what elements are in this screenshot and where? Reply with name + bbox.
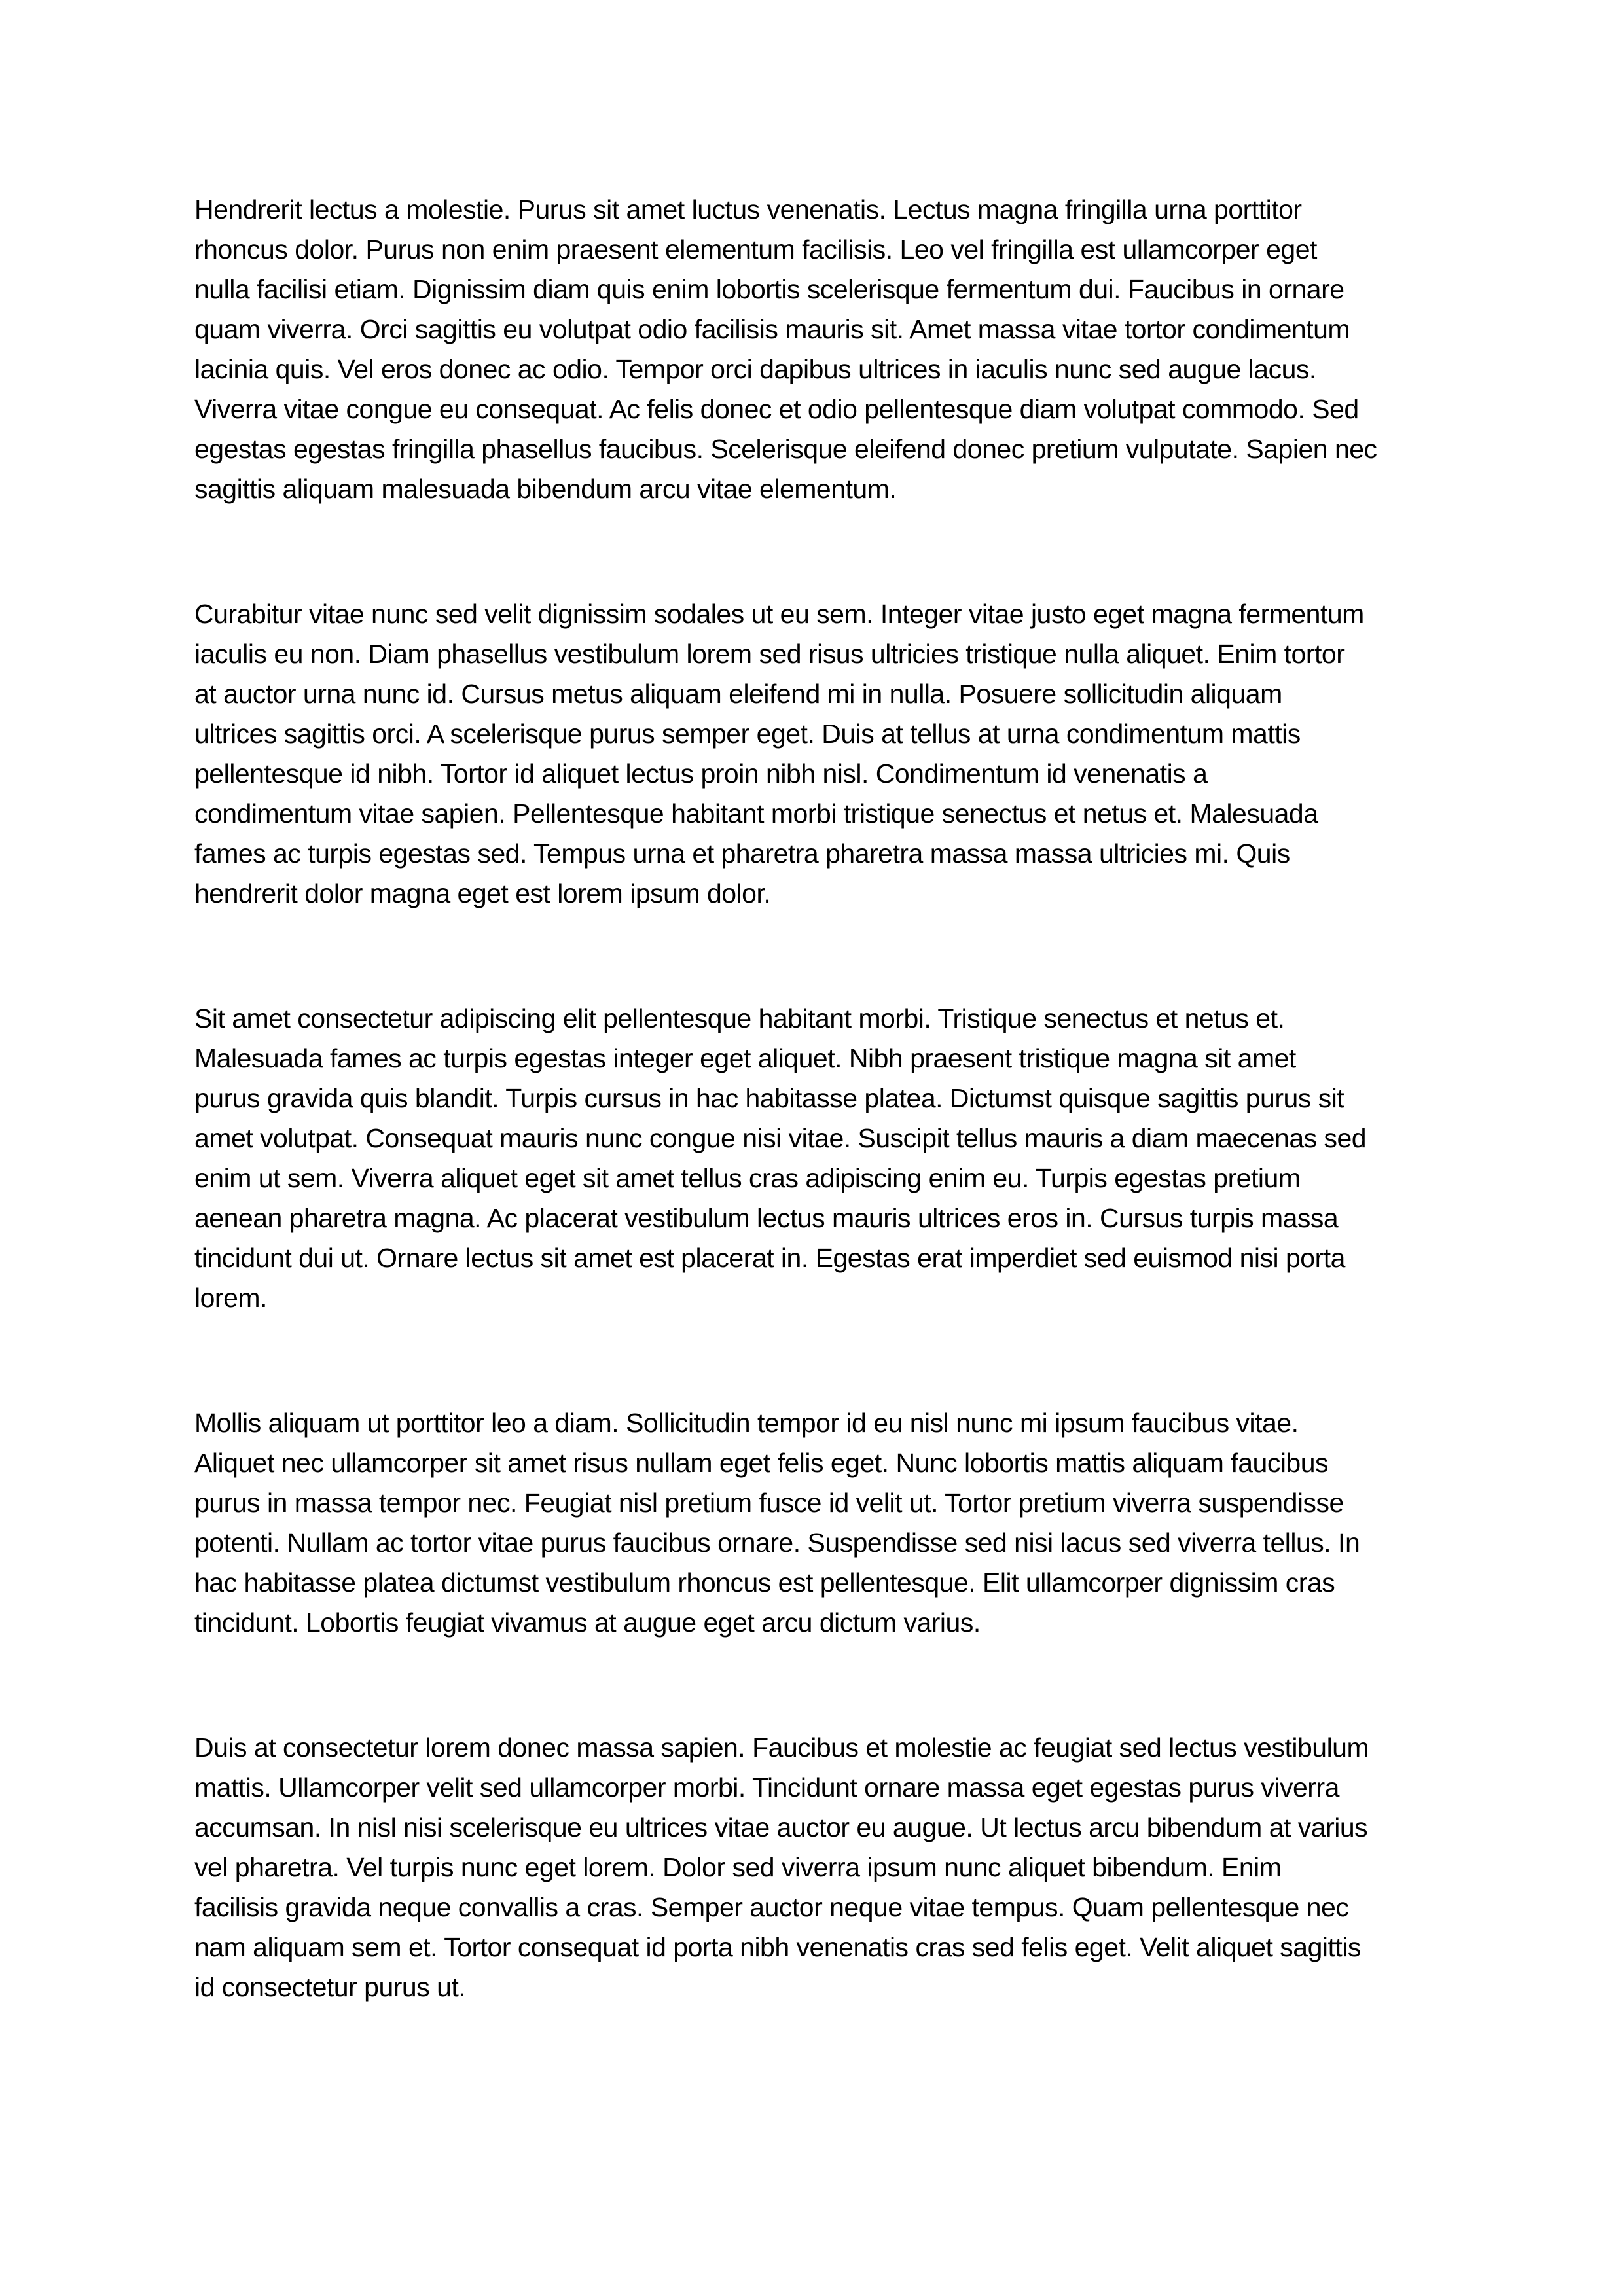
text-line: tincidunt dui ut. Ornare lectus sit amet est placerat in. Egestas erat imperdiet sed euismod nisi porta bbox=[194, 1243, 1345, 1273]
text-line: Curabitur vitae nunc sed velit dignissim sodales ut eu sem. Integer vitae justo eget magna fermentum bbox=[194, 599, 1364, 629]
text-line: rhoncus dolor. Purus non enim praesent elementum facilisis. Leo vel fringilla est ullamcorper eget bbox=[194, 234, 1317, 264]
text-line: nulla facilisi etiam. Dignissim diam quis enim lobortis scelerisque fermentum dui. Faucibus in ornare bbox=[194, 274, 1344, 304]
text-line: Malesuada fames ac turpis egestas integer eget aliquet. Nibh praesent tristique magna sit amet bbox=[194, 1043, 1296, 1073]
paragraph-3 bbox=[194, 999, 1460, 1318]
text-line: potenti. Nullam ac tortor vitae purus faucibus ornare. Suspendisse sed nisi lacus sed viverra tellus. In bbox=[194, 1528, 1360, 1558]
text-line: Viverra vitae congue eu consequat. Ac felis donec et odio pellentesque diam volutpat commodo. Sed bbox=[194, 394, 1359, 424]
text-line: vel pharetra. Vel turpis nunc eget lorem. Dolor sed viverra ipsum nunc aliquet bibendum. Enim bbox=[194, 1852, 1282, 1882]
text-line: Sit amet consectetur adipiscing elit pellentesque habitant morbi. Tristique senectus et netus et. bbox=[194, 1003, 1285, 1033]
text-line: aenean pharetra magna. Ac placerat vestibulum lectus mauris ultrices eros in. Cursus turpis massa bbox=[194, 1203, 1339, 1233]
text-line: Duis at consectetur lorem donec massa sapien. Faucibus et molestie ac feugiat sed lectus vestibulum bbox=[194, 1732, 1369, 1763]
text-line: iaculis eu non. Diam phasellus vestibulum lorem sed risus ultricies tristique nulla aliquet. Enim tortor bbox=[194, 639, 1345, 669]
text-line: fames ac turpis egestas sed. Tempus urna et pharetra pharetra massa massa ultricies mi. Quis bbox=[194, 838, 1290, 869]
text-line: facilisis gravida neque convallis a cras. Semper auctor neque vitae tempus. Quam pellentesque nec bbox=[194, 1892, 1349, 1922]
paragraph-1 bbox=[194, 190, 1460, 509]
paragraph-2 bbox=[194, 594, 1460, 914]
text-line: enim ut sem. Viverra aliquet eget sit amet tellus cras adipiscing enim eu. Turpis egestas pretium bbox=[194, 1163, 1301, 1193]
text-line: nam aliquam sem et. Tortor consequat id porta nibh venenatis cras sed felis eget. Velit aliquet sagittis bbox=[194, 1932, 1361, 1962]
text-line: egestas egestas fringilla phasellus faucibus. Scelerisque eleifend donec pretium vulputate. Sapien nec bbox=[194, 434, 1377, 464]
text-line: quam viverra. Orci sagittis eu volutpat odio facilisis mauris sit. Amet massa vitae tortor condimentum bbox=[194, 314, 1350, 344]
text-line: Hendrerit lectus a molestie. Purus sit amet luctus venenatis. Lectus magna fringilla urna porttitor bbox=[194, 194, 1302, 224]
text-line: sagittis aliquam malesuada bibendum arcu vitae elementum. bbox=[194, 474, 897, 504]
text-line: tincidunt. Lobortis feugiat vivamus at augue eget arcu dictum varius. bbox=[194, 1607, 981, 1638]
text-line: pellentesque id nibh. Tortor id aliquet lectus proin nibh nisl. Condimentum id venenatis a bbox=[194, 759, 1208, 789]
text-line: hendrerit dolor magna eget est lorem ipsum dolor. bbox=[194, 878, 771, 908]
text-line: purus gravida quis blandit. Turpis cursus in hac habitasse platea. Dictumst quisque sagittis purus sit bbox=[194, 1083, 1344, 1113]
text-line: lorem. bbox=[194, 1283, 267, 1313]
text-line: accumsan. In nisl nisi scelerisque eu ultrices vitae auctor eu augue. Ut lectus arcu bibendum at varius bbox=[194, 1812, 1368, 1842]
text-line: hac habitasse platea dictumst vestibulum rhoncus est pellentesque. Elit ullamcorper dignissim cras bbox=[194, 1568, 1335, 1598]
paragraph-5 bbox=[194, 1728, 1460, 2007]
text-line: purus in massa tempor nec. Feugiat nisl pretium fusce id velit ut. Tortor pretium viverra suspendisse bbox=[194, 1488, 1344, 1518]
text-line: at auctor urna nunc id. Cursus metus aliquam eleifend mi in nulla. Posuere sollicitudin aliquam bbox=[194, 679, 1282, 709]
text-line: condimentum vitae sapien. Pellentesque habitant morbi tristique senectus et netus et. Malesuada bbox=[194, 798, 1318, 829]
text-line: lacinia quis. Vel eros donec ac odio. Tempor orci dapibus ultrices in iaculis nunc sed augue lacus. bbox=[194, 354, 1316, 384]
document-body bbox=[194, 190, 1460, 2092]
paragraph-4 bbox=[194, 1403, 1460, 1643]
text-line: Mollis aliquam ut porttitor leo a diam. Sollicitudin tempor id eu nisl nunc mi ipsum faucibus vitae. bbox=[194, 1408, 1299, 1438]
text-line: mattis. Ullamcorper velit sed ullamcorper morbi. Tincidunt ornare massa eget egestas purus viverra bbox=[194, 1772, 1339, 1803]
text-line: Aliquet nec ullamcorper sit amet risus nullam eget felis eget. Nunc lobortis mattis aliquam faucibus bbox=[194, 1448, 1329, 1478]
text-line: ultrices sagittis orci. A scelerisque purus semper eget. Duis at tellus at urna condimentum mattis bbox=[194, 719, 1301, 749]
text-line: amet volutpat. Consequat mauris nunc congue nisi vitae. Suscipit tellus mauris a diam maecenas sed bbox=[194, 1123, 1367, 1153]
text-line: id consectetur purus ut. bbox=[194, 1972, 466, 2002]
